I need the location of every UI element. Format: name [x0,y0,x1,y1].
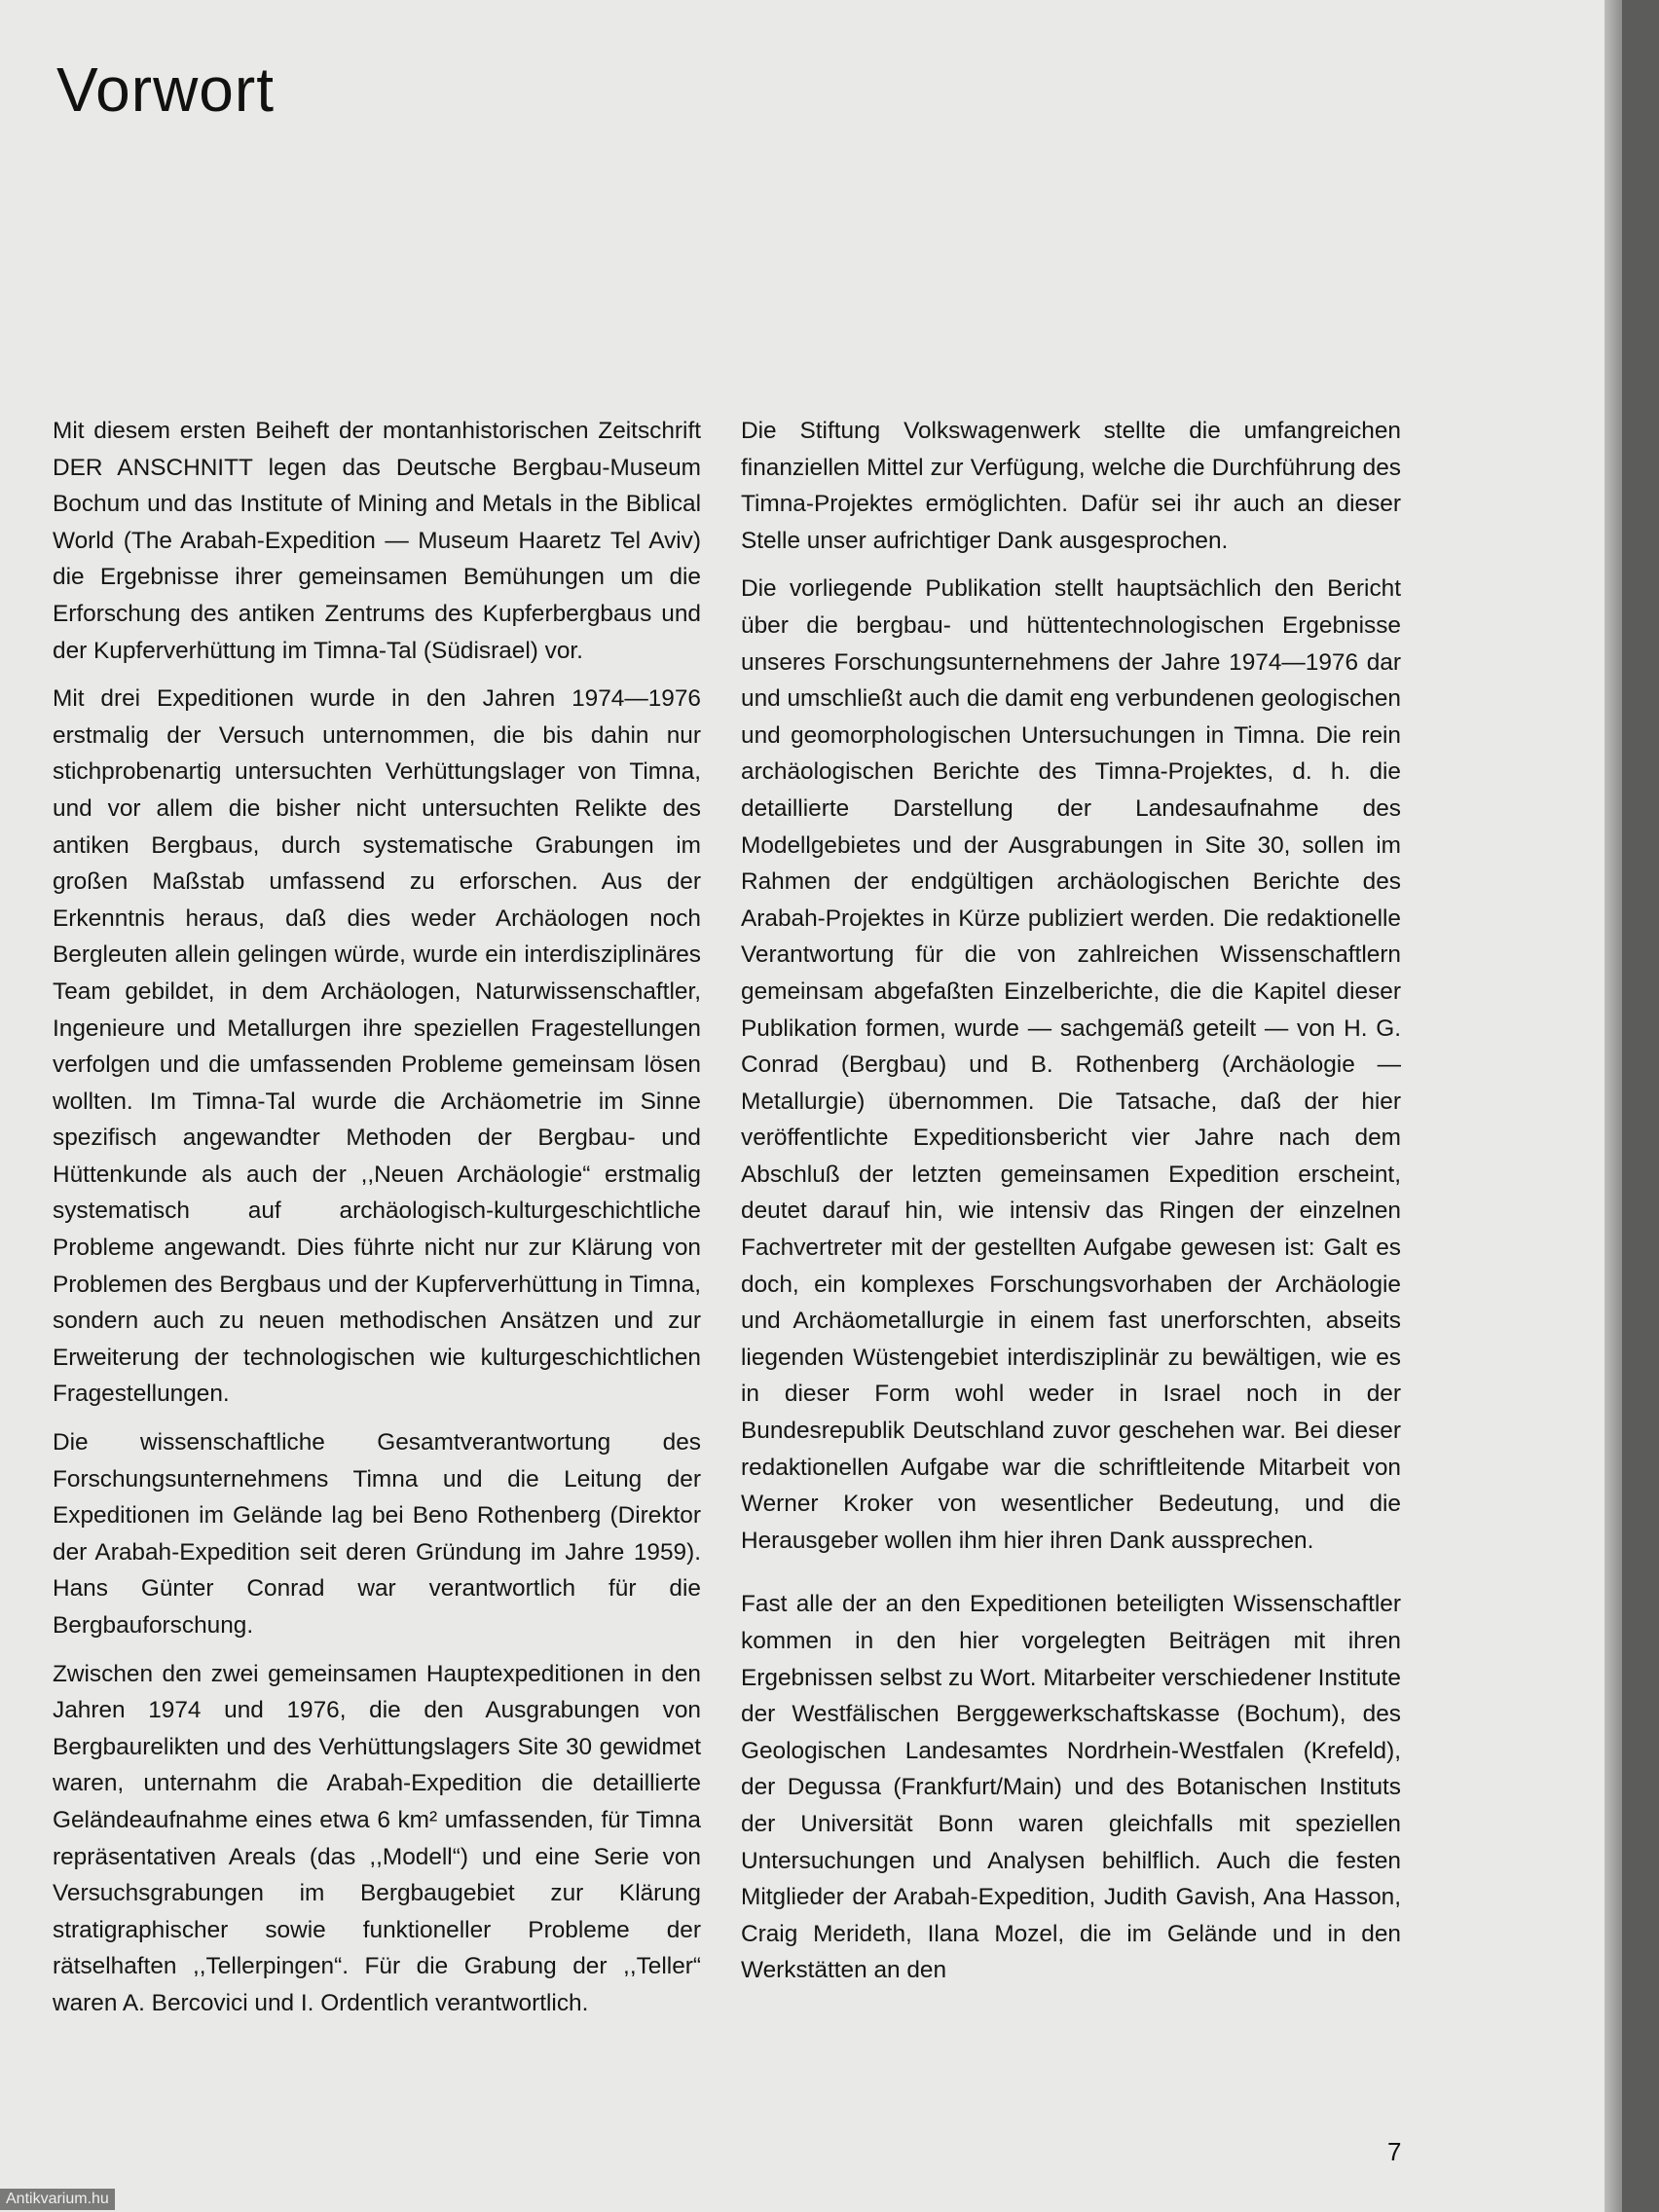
watermark: Antikvarium.hu [0,2189,115,2210]
book-edge [1622,0,1659,2212]
page-edge-shadow [1604,0,1622,2212]
paragraph: Fast alle der an den Expeditionen beteiligten Wissenschaftler kommen in den hier vorgelegten Beiträgen mit ihren Ergebnissen selbst zu Wort. Mitarbeiter verschiedener Institute der Westfälischen Berggewerkschaftskasse (Bochum), des Geologischen Landesamtes Nordrhein-Westfalen (Krefeld), der Degussa (Frankfurt/Main) und des Botanischen Instituts der Universität Bonn waren gleichfalls mit speziellen Untersuchungen und Analysen behilflich. Auch die festen Mitglieder der Arabah-Expedition, Judith Gavish, Ana Hasson, Craig Merideth, Ilana Mozel, die im Gelände und in den Werkstätten an den [741,1591,1401,1984]
left-column [53,413,701,2034]
page-number: 7 [1387,2137,1402,2166]
paragraph: Mit drei Expeditionen wurde in den Jahren 1974—1976 erstmalig der Versuch unternommen, die bis dahin nur stichprobenartig untersuchten Verhüttungslager von Timna, und vor allem die bisher nicht untersuchten Relikte des antiken Bergbaus, durch systematische Grabungen im großen Maßstab umfassend zu erforschen. Aus der Erkenntnis heraus, daß dies weder Archäologen noch Bergleuten allein gelingen würde, wurde ein interdisziplinäres Team gebildet, in dem Archäologen, Naturwissenschaftler, Ingenieure und Metallurgen ihre speziellen Fragestellungen verfolgen und die umfassenden Probleme gemeinsam lösen wollten. Im Timna-Tal wurde die Archäometrie im Sinne spezifisch angewandter Methoden der Bergbau- und Hüttenkunde als auch der ,,Neuen Archäologie“ erstmalig systematisch auf archäologisch-kulturgeschichtliche Probleme angewandt. Dies führte nicht nur zur Klärung von Problemen des Bergbaus und der Kupferverhüttung in Timna, sondern auch zu neuen methodischen Ansätzen und zur Erweiterung der technologischen wie kulturgeschichtlichen Fragestellungen. [53,685,701,1408]
paragraph: Die wissenschaftliche Gesamtverantwortung des Forschungsunternehmens Timna und die Leitung der Expeditionen im Gelände lag bei Beno Rothenberg (Direktor der Arabah-Expedition seit deren Gründung im Jahre 1959). Hans Günter Conrad war verantwortlich für die Bergbauforschung. [53,1429,701,1639]
paragraph: Mit diesem ersten Beiheft der montanhistorischen Zeitschrift DER ANSCHNITT legen das Deutsche Bergbau-Museum Bochum und das Institute of Mining and Metals in the Biblical World (The Arabah-Expedition — Museum Haaretz Tel Aviv) die Ergebnisse ihrer gemeinsamen Bemühungen um die Erforschung des antiken Zentrums des Kupferbergbaus und der Kupferverhüttung im Timna-Tal (Südisrael) vor. [53,418,701,664]
page-title: Vorwort [56,55,275,125]
paragraph: Zwischen den zwei gemeinsamen Hauptexpeditionen in den Jahren 1974 und 1976, die den Ausgrabungen von Bergbaurelikten und des Verhüttungslagers Site 30 gewidmet waren, unternahm die Arabah-Expedition die detaillierte Geländeaufnahme eines etwa 6 km² umfassenden, für Timna repräsentativen Areals (das ,,Modell“) und eine Serie von Versuchsgrabungen im Bergbaugebiet zur Klärung stratigraphischer sowie funktioneller Probleme der rätselhaften ,,Tellerpingen“. Für die Grabung der ,,Teller“ waren A. Bercovici und I. Ordentlich verantwortlich. [53,1660,701,2016]
right-column [741,413,1401,2001]
paragraph: Die vorliegende Publikation stellt hauptsächlich den Bericht über die bergbau- und hüttentechnologischen Ergebnisse unseres Forschungsunternehmens der Jahre 1974—1976 dar und umschließt auch die damit eng verbundenen geologischen und geomorphologischen Untersuchungen in Timna. Die rein archäologischen Berichte des Timna-Projektes, d. h. die detaillierte Darstellung der Landesaufnahme des Modellgebietes und der Ausgrabungen in Site 30, sollen im Rahmen der endgültigen archäologischen Berichte des Arabah-Projektes in Kürze publiziert werden. Die redaktionelle Verantwortung für die von zahlreichen Wissenschaftlern gemeinsam abgefaßten Einzelberichte, die die Kapitel dieser Publikation formen, wurde — sachgemäß geteilt — von H. G. Conrad (Bergbau) und B. Rothenberg (Archäologie — Metallurgie) übernommen. Die Tatsache, daß der hier veröffentlichte Expeditionsbericht vier Jahre nach dem Abschluß der letzten gemeinsamen Expedition erscheint, deutet darauf hin, wie intensiv das Ringen der einzelnen Fachvertreter mit der gestellten Aufgabe gewesen ist: Galt es doch, ein komplexes Forschungsvorhaben der Archäologie und Archäometallurgie in einem fast unerforschten, abseits liegenden Wüstengebiet interdisziplinär zu bewältigen, wie es in dieser Form wohl weder in Israel noch in der Bundesrepublik Deutschland zuvor geschehen war. Bei dieser redaktionellen Aufgabe war die schriftleitende Mitarbeit von Werner Kroker von wesentlicher Bedeutung, und die Herausgeber wollen ihm hier ihren Dank aussprechen. [741,575,1401,1554]
paragraph: Die Stiftung Volkswagenwerk stellte die umfangreichen finanziellen Mittel zur Verfügung, welche die Durchführung des Timna-Projektes ermöglichten. Dafür sei ihr auch an dieser Stelle unser aufrichtiger Dank ausgesprochen. [741,418,1401,554]
